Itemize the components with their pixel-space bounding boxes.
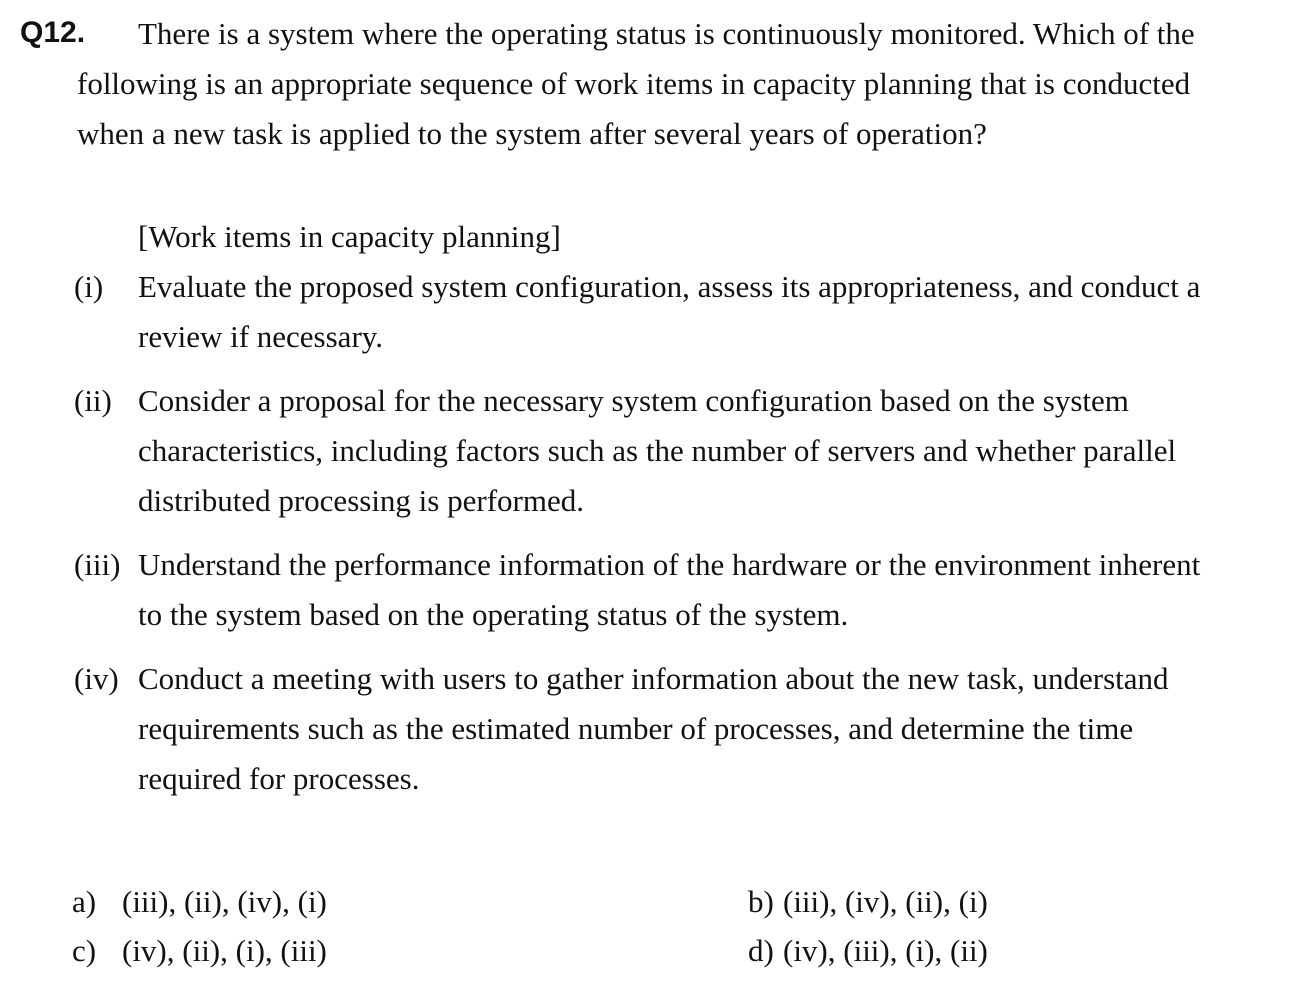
item-iv-line-3: required for processes. xyxy=(138,761,420,796)
item-i-number: (i) xyxy=(74,269,104,304)
item-ii-number: (ii) xyxy=(74,383,112,418)
question-line-1: There is a system where the operating status is continuously monitored. Which of the xyxy=(138,16,1195,51)
item-iii-number: (iii) xyxy=(74,547,121,582)
item-iii-line-1: Understand the performance information of the hardware or the environment inherent xyxy=(138,547,1201,582)
item-iii-line-2: to the system based on the operating status of the system. xyxy=(138,597,849,632)
item-iv-line-2: requirements such as the estimated number of processes, and determine the time xyxy=(138,711,1134,746)
item-ii-line-3: distributed processing is performed. xyxy=(138,483,584,518)
item-ii-line-2: characteristics, including factors such as the number of servers and whether parallel xyxy=(138,433,1177,468)
item-i-line-1: Evaluate the proposed system configuration, assess its appropriateness, and conduct a xyxy=(138,269,1201,304)
option-a-letter[interactable]: a) xyxy=(72,884,97,919)
option-c-letter[interactable]: c) xyxy=(72,933,97,968)
item-i-line-2: review if necessary. xyxy=(138,319,384,354)
option-d-text[interactable]: (iv), (iii), (i), (ii) xyxy=(783,933,988,968)
question-number: Q12. xyxy=(20,16,86,49)
item-iv-number: (iv) xyxy=(74,661,119,696)
option-d-letter[interactable]: d) xyxy=(748,933,774,968)
item-ii-line-1: Consider a proposal for the necessary system configuration based on the system xyxy=(138,383,1129,418)
option-a-text[interactable]: (iii), (ii), (iv), (i) xyxy=(122,884,327,919)
item-iv-line-1: Conduct a meeting with users to gather information about the new task, understand xyxy=(138,661,1169,696)
option-c-text[interactable]: (iv), (ii), (i), (iii) xyxy=(122,933,327,968)
list-title: [Work items in capacity planning] xyxy=(138,219,561,254)
option-b-letter[interactable]: b) xyxy=(748,884,774,919)
question-line-2: following is an appropriate sequence of work items in capacity planning that is conducted xyxy=(77,66,1191,101)
option-b-text[interactable]: (iii), (iv), (ii), (i) xyxy=(783,884,988,919)
question-line-3: when a new task is applied to the system after several years of operation? xyxy=(77,116,987,151)
